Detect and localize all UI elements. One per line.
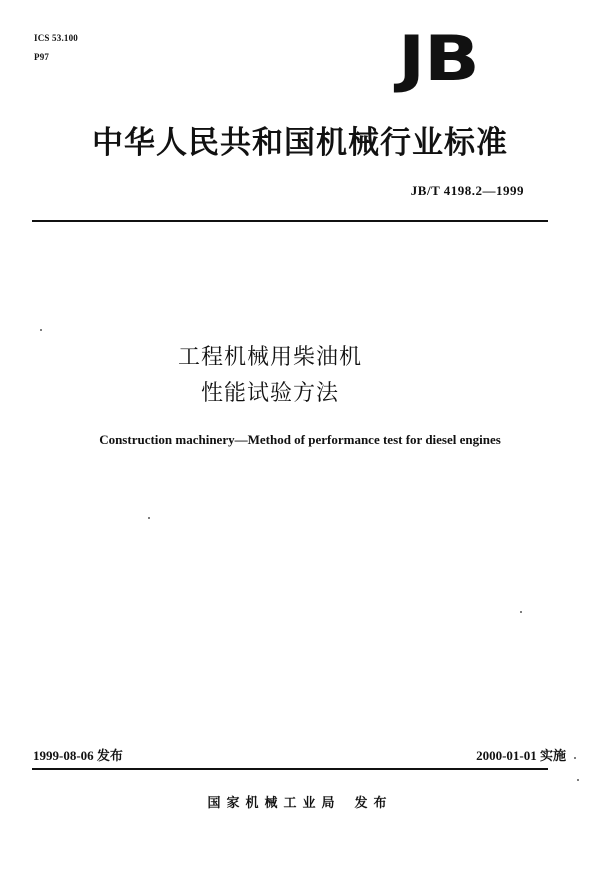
implementation-date: 2000-01-01 实施 bbox=[476, 748, 566, 763]
chinese-title-line-2: 性能试验方法 bbox=[200, 381, 339, 406]
scan-speck bbox=[40, 329, 42, 331]
standard-category-title: 中华人民共和国机械行业标准 bbox=[92, 125, 508, 161]
scan-speck bbox=[520, 611, 522, 613]
publisher-line bbox=[0, 792, 600, 811]
bottom-divider bbox=[32, 768, 548, 770]
english-title: Construction machinery—Method of performance test for diesel engines bbox=[99, 432, 501, 447]
top-divider bbox=[32, 220, 548, 222]
category-code: P97 bbox=[34, 52, 50, 62]
publisher-action: 发布 bbox=[354, 796, 393, 811]
scan-speck bbox=[577, 779, 579, 781]
standard-number: JB/T 4198.2—1999 bbox=[410, 183, 524, 198]
ics-code: ICS 53.100 bbox=[34, 33, 79, 43]
scan-speck bbox=[148, 517, 150, 519]
chinese-title-line-1: 工程机械用柴油机 bbox=[177, 345, 362, 370]
jb-logo: JB bbox=[398, 22, 479, 95]
publisher-name: 国家机械工业局 bbox=[207, 796, 341, 811]
issue-date: 1999-08-06 发布 bbox=[33, 748, 123, 763]
scan-speck bbox=[574, 757, 576, 759]
